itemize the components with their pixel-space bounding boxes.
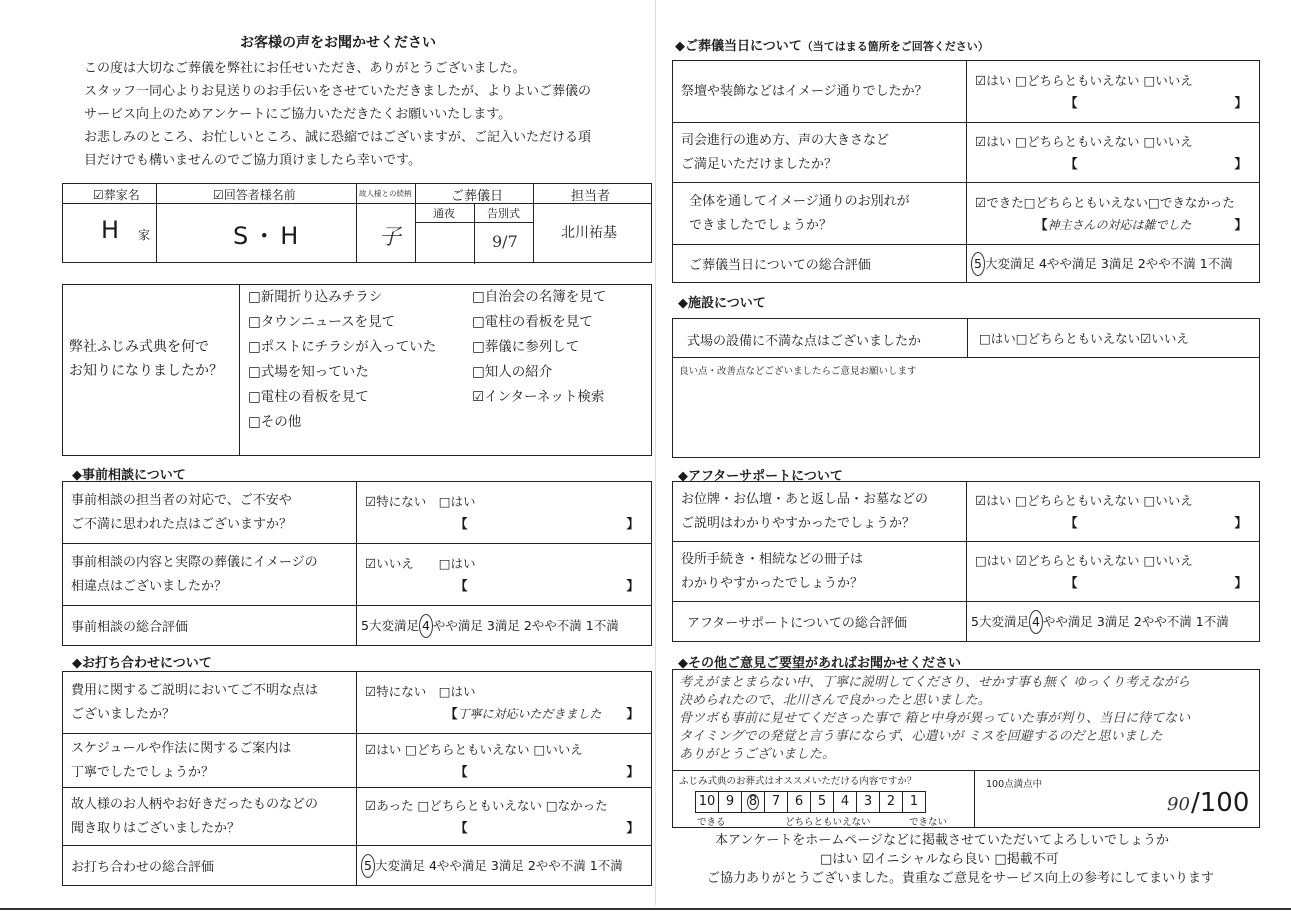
relation-label: 故人様との続柄 bbox=[359, 189, 412, 198]
family-name-suffix: 家 bbox=[138, 228, 151, 242]
survey-title: お客様の声をお聞かせください bbox=[240, 35, 436, 51]
scale-low-label: できる bbox=[697, 817, 726, 828]
facility-answer[interactable]: □はい□どちらともいえない☑いいえ bbox=[979, 331, 1189, 346]
intro-line: サービス向上のためアンケートにご協力いただきたくお願いいたします。 bbox=[84, 107, 512, 122]
question-cell: 司会進行の進め方、声の大きさなど ご満足いただけましたか？ bbox=[673, 123, 967, 183]
facility-comment-label: 良い点・改善点などございましたらご意見お願いします bbox=[679, 366, 917, 377]
staff-value: 北川祐基 bbox=[561, 225, 617, 241]
facility-box bbox=[672, 318, 1260, 458]
rating-question: ご葬儀当日についての総合評価 bbox=[673, 245, 967, 283]
source-option[interactable]: □その他 bbox=[248, 414, 302, 430]
rating-question: お打ち合わせの総合評価 bbox=[63, 846, 357, 886]
source-option[interactable]: ☑インターネット検索 bbox=[472, 389, 605, 405]
source-options-col2 bbox=[472, 285, 606, 410]
question-cell: 事前相談の内容と実際の葬儀にイメージの 相違点はございましたか？ bbox=[63, 544, 357, 606]
rating-scale[interactable]: 5 大変満足 4やや満足 3満足 2やや不満 1不満 bbox=[357, 846, 652, 886]
customer-comment: 考えがまとまらない中、丁寧に説明してくださり、せかす事も無く ゆっくり考えながら 決められたので、北川さんで良かったと思いました。 骨ツボも事前に見せてくださった事で 箱と中身が異っていた事が判り、当日に待てない タイミングでの発覚と言う事にならず、心遣いが ミスを回避するのだと思いました ありがとうございました。 bbox=[679, 675, 1191, 762]
rating-question: 事前相談の総合評価 bbox=[63, 606, 357, 646]
scale-mid-label: どちらともいえない bbox=[785, 817, 871, 828]
selected-rating: 4 bbox=[1029, 610, 1043, 634]
pre-consult-heading: ◆事前相談について bbox=[72, 468, 186, 483]
source-option[interactable]: □ポストにチラシが入っていた bbox=[248, 339, 437, 355]
bottom-edge bbox=[0, 908, 1291, 910]
answer-cell[interactable]: ☑できた□どちらともいえない□できなかった 【神主さんの対応は雑でした 】 bbox=[967, 183, 1260, 245]
info-table bbox=[62, 183, 652, 263]
funeral-ceremony-date: 9/7 bbox=[492, 232, 518, 251]
question-cell: お位牌・お仏壇・あと返し品・お墓などの ご説明はわかりやすかったでしょうか？ bbox=[673, 482, 967, 542]
question-cell: 役所手続き・相続などの冊子は わかりやすかったでしょうか？ bbox=[673, 542, 967, 602]
rating-scale[interactable]: 5 大変満足 4やや満足 3満足 2やや不満 1不満 bbox=[967, 245, 1260, 283]
source-option[interactable]: □自治会の名簿を見て bbox=[472, 289, 607, 305]
score-max: /100 bbox=[1191, 788, 1250, 818]
funeral-date-label: ご葬儀日 bbox=[451, 189, 504, 204]
page-fold bbox=[655, 0, 656, 905]
intro-line: 目だけでも構いませんのでご協力頂けましたら幸いです。 bbox=[84, 153, 421, 168]
funeral-day-table bbox=[672, 60, 1260, 283]
intro-text bbox=[84, 57, 591, 172]
funeral-ceremony-label: 告別式 bbox=[487, 207, 520, 220]
intro-line: この度は大切なご葬儀を弊社にお任せいただき、ありがとうございました。 bbox=[84, 61, 526, 76]
other-comments-box bbox=[672, 669, 1260, 828]
staff-label: 担当者 bbox=[571, 189, 611, 204]
answer-cell[interactable]: ☑あった □どちらともいえない □なかった 【 】 bbox=[357, 788, 652, 846]
answer-cell[interactable]: ☑特にない □はい 【丁寧に対応いただきました 】 bbox=[357, 672, 652, 734]
selected-rating: 5 bbox=[361, 854, 375, 878]
answer-cell[interactable]: ☑はい □どちらともいえない □いいえ 【 】 bbox=[967, 482, 1260, 542]
answer-cell[interactable]: ☑はい □どちらともいえない □いいえ 【 】 bbox=[967, 123, 1260, 183]
other-comments-heading: ◆その他ご意見ご要望があればお聞かせください bbox=[678, 656, 961, 671]
pre-consult-table bbox=[62, 481, 652, 646]
facility-question: 式場の設備に不満な点はございましたか bbox=[687, 334, 922, 349]
question-cell: 祭壇や装飾などはイメージ通りでしたか？ bbox=[673, 61, 967, 123]
respondent-value: S・H bbox=[233, 222, 303, 250]
after-support-heading: ◆アフターサポートについて bbox=[678, 469, 843, 484]
meeting-heading: ◆お打ち合わせについて bbox=[72, 656, 212, 671]
source-option[interactable]: □知人の紹介 bbox=[472, 364, 553, 380]
relation-value: 子 bbox=[379, 225, 402, 250]
rating-scale[interactable]: 5大変満足 4 やや満足 3満足 2やや不満 1不満 bbox=[357, 606, 652, 646]
meeting-table bbox=[62, 671, 652, 886]
publish-options[interactable]: □はい ☑イニシャルなら良い □掲載不可 bbox=[820, 852, 1059, 867]
rating-question: アフターサポートについての総合評価 bbox=[673, 602, 967, 642]
score-label: 100点満点中 bbox=[986, 779, 1043, 790]
family-name-label: ☑葬家名 bbox=[93, 188, 140, 202]
source-option[interactable]: □葬儀に参列して bbox=[472, 339, 580, 355]
funeral-day-heading: ◆ご葬儀当日について（当てはまる箇所をご回答ください） bbox=[675, 39, 989, 54]
source-options-col1 bbox=[248, 285, 436, 435]
answer-cell[interactable]: ☑特にない □はい 【 】 bbox=[357, 482, 652, 544]
rating-scale[interactable]: 5大変満足 4 やや満足 3満足 2やや不満 1不満 bbox=[967, 602, 1260, 642]
question-cell: スケジュールや作法に関するご案内は 丁寧でしたでしょうか？ bbox=[63, 734, 357, 788]
source-question-box bbox=[62, 284, 652, 456]
answer-cell[interactable]: ☑いいえ □はい 【 】 bbox=[357, 544, 652, 606]
scale-high-label: できない bbox=[909, 817, 948, 828]
selected-rating: 4 bbox=[419, 614, 433, 638]
source-option[interactable]: □電柱の看板を見て bbox=[472, 314, 593, 330]
question-cell: 費用に関するご説明においてご不明な点は ございましたか？ bbox=[63, 672, 357, 734]
source-option[interactable]: □新聞折り込みチラシ bbox=[248, 289, 383, 305]
source-option[interactable]: □電柱の看板を見て bbox=[248, 389, 369, 405]
recommend-question: ふじみ式典のお葬式はオススメいただける内容ですか？ bbox=[679, 776, 917, 787]
recommend-scale[interactable]: 10 9 8 7 6 5 4 3 2 1 bbox=[695, 791, 925, 813]
selected-score: 8 bbox=[748, 794, 758, 809]
answer-cell[interactable]: ☑はい □どちらともいえない □いいえ 【 】 bbox=[967, 61, 1260, 123]
respondent-label: ☑回答者様名前 bbox=[213, 188, 296, 202]
source-option[interactable]: □式場を知っていた bbox=[248, 364, 369, 380]
thanks-text: ご協力ありがとうございました。貴重なご意見をサービス向上の参考にしてまいります bbox=[707, 871, 1215, 886]
intro-line: お悲しみのところ、お忙しいところ、誠に恐縮ではございますが、ご記入いただける項 bbox=[84, 130, 592, 145]
selected-rating: 5 bbox=[971, 252, 985, 276]
wake-label: 通夜 bbox=[433, 207, 455, 220]
source-option[interactable]: □タウンニュースを見て bbox=[248, 314, 396, 330]
question-cell: 事前相談の担当者の対応で、ご不安や ご不満に思われた点はございますか？ bbox=[63, 482, 357, 544]
source-question: 弊社ふじみ式典を何で お知りになりましたか？ bbox=[69, 339, 223, 379]
publish-question: 本アンケートをホームページなどに掲載させていただいてよろしいでしょうか bbox=[715, 833, 1169, 848]
after-support-table bbox=[672, 481, 1260, 642]
score-value: 90 bbox=[1167, 794, 1190, 815]
answer-cell[interactable]: □はい ☑どちらともいえない □いいえ 【 】 bbox=[967, 542, 1260, 602]
answer-cell[interactable]: ☑はい □どちらともいえない □いいえ 【 】 bbox=[357, 734, 652, 788]
question-cell: 故人様のお人柄やお好きだったものなどの 聞き取りはございましたか？ bbox=[63, 788, 357, 846]
family-name-value: H bbox=[101, 216, 120, 244]
question-cell: 全体を通してイメージ通りのお別れが できましたでしょうか？ bbox=[673, 183, 967, 245]
intro-line: スタッフ一同心よりお見送りのお手伝いをさせていただきましたが、よりよいご葬儀の bbox=[84, 84, 592, 99]
facility-heading: ◆施設について bbox=[678, 296, 766, 311]
